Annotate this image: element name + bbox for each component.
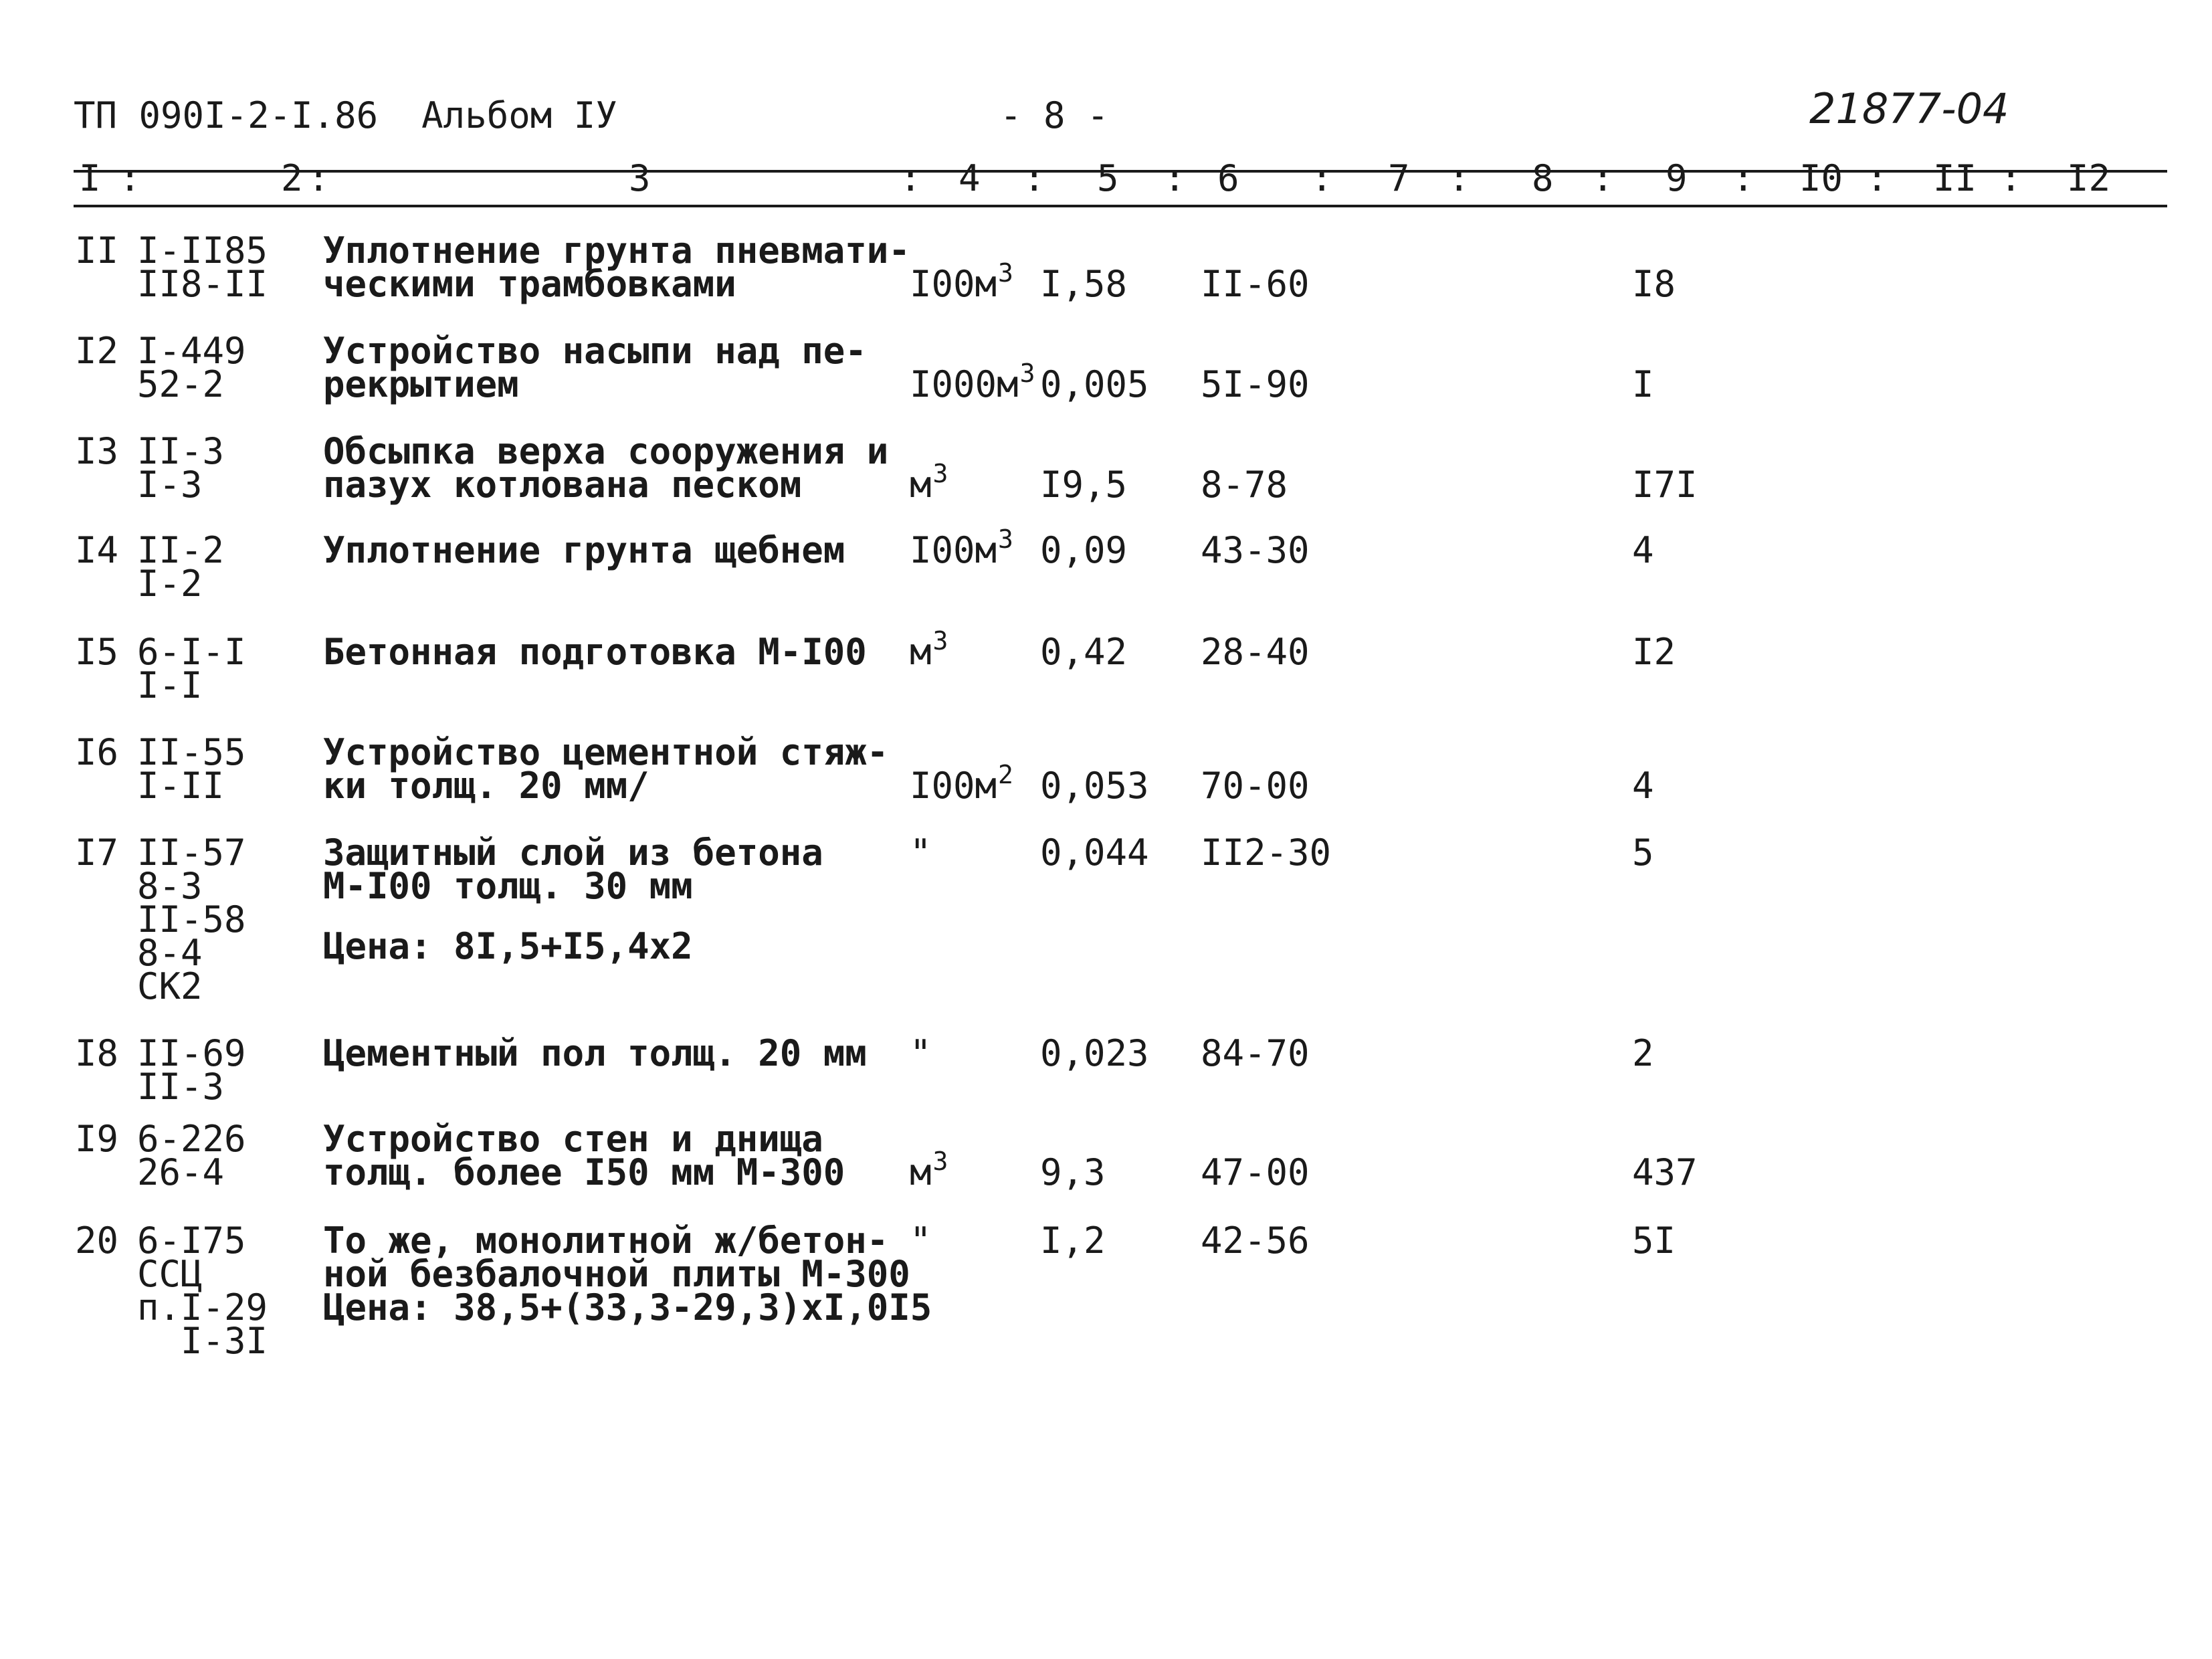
column-number: 2: [281, 157, 303, 199]
work-description: [323, 631, 867, 673]
norm-code-line: I-II: [137, 765, 225, 807]
work-description: [323, 330, 867, 405]
quantity: 0,09: [1040, 529, 1128, 571]
unit-text: ": [910, 1032, 932, 1074]
column-separator: :: [900, 157, 922, 199]
norm-code-line: II-58: [137, 898, 246, 941]
column-number: 5: [1097, 157, 1119, 199]
work-description-line: Уплотнение грунта щебнем: [323, 529, 845, 571]
unit-of-measure: [910, 1219, 932, 1262]
unit-text: I000м: [910, 363, 1019, 405]
work-description-line: пазух котлована песком: [323, 464, 802, 506]
unit-price: 70-00: [1201, 765, 1310, 807]
norm-code-line: II-2: [137, 529, 225, 571]
column-9-value: 5: [1632, 832, 1654, 874]
work-description-line: толщ. более I50 мм М-300: [323, 1151, 845, 1193]
column-separator: :: [2000, 157, 2022, 199]
work-description-line: Цена: 38,5+(33,3-29,3)хI,0I5: [323, 1286, 932, 1329]
column-9-value: I8: [1632, 263, 1676, 305]
norm-code: [137, 229, 268, 305]
norm-code-line: II-57: [137, 832, 246, 874]
work-description-line: Устройство насыпи над пе-: [323, 330, 867, 372]
norm-code-line: II-69: [137, 1032, 246, 1074]
unit-text: I00м: [910, 529, 997, 571]
column-9-value: 5I: [1632, 1219, 1676, 1262]
unit-price: 8-78: [1201, 464, 1288, 506]
norm-code-line: ССЦ: [137, 1253, 203, 1295]
unit-text: м: [910, 1151, 932, 1193]
column-number: 8: [1532, 157, 1554, 199]
column-separator: :: [308, 157, 330, 199]
column-9-value: I: [1632, 363, 1654, 405]
unit-of-measure: [910, 760, 1013, 807]
work-description-line: Уплотнение грунта пневмати-: [323, 229, 910, 272]
norm-code-line: 6-I-I: [137, 631, 246, 673]
norm-code-line: п.I-29: [137, 1286, 268, 1329]
work-description-line: Устройство цементной стяж-: [323, 731, 889, 773]
row-number: I5: [75, 631, 119, 673]
unit-exponent: 3: [1019, 359, 1035, 388]
column-number: I: [79, 157, 101, 199]
work-description: [323, 1219, 932, 1329]
unit-price: 84-70: [1201, 1032, 1310, 1074]
work-description-line: То же, монолитной ж/бетон-: [323, 1219, 889, 1262]
norm-code: [137, 1032, 246, 1108]
column-separator: :: [1866, 157, 1888, 199]
unit-of-measure: [910, 832, 932, 874]
row-number: I2: [75, 330, 119, 372]
work-description-line: М-I00 толщ. 30 мм: [323, 865, 693, 907]
price-formula: Цена: 8I,5+I5,4х2: [323, 925, 693, 967]
unit-price: 47-00: [1201, 1151, 1310, 1193]
norm-code-line: 52-2: [137, 363, 225, 405]
norm-code-line: 8-3: [137, 865, 203, 907]
column-number: 6: [1217, 157, 1239, 199]
work-description-line: рекрытием: [323, 363, 519, 405]
quantity: 0,023: [1040, 1032, 1149, 1074]
quantity: 0,053: [1040, 765, 1149, 807]
unit-text: I00м: [910, 263, 997, 305]
norm-code-line: I-I: [137, 664, 203, 706]
row-number: I7: [75, 832, 119, 874]
work-description-line: ной безбалочной плиты М-300: [323, 1253, 910, 1295]
column-9-value: 4: [1632, 529, 1654, 571]
work-description: [323, 529, 845, 571]
norm-code-line: II-55: [137, 731, 246, 773]
column-number-row: [0, 155, 2212, 202]
norm-code-line: 6-226: [137, 1118, 246, 1160]
column-number: I2: [2067, 157, 2111, 199]
column-number: I0: [1799, 157, 1843, 199]
work-description-line: Обсыпка верха сооружения и: [323, 430, 889, 472]
unit-price: II2-30: [1201, 832, 1332, 874]
norm-code-line: 26-4: [137, 1151, 225, 1193]
unit-text: ": [910, 832, 932, 874]
work-description-line: Устройство стен и днища: [323, 1118, 823, 1160]
column-separator: :: [1732, 157, 1754, 199]
unit-text: м: [910, 464, 932, 506]
norm-code-line: I-2: [137, 563, 203, 605]
work-description-line: Бетонная подготовка М-I00: [323, 631, 867, 673]
quantity: 0,42: [1040, 631, 1128, 673]
unit-price: 28-40: [1201, 631, 1310, 673]
column-number: 3: [629, 157, 651, 199]
column-number: 7: [1388, 157, 1410, 199]
unit-price: 43-30: [1201, 529, 1310, 571]
row-number: 20: [75, 1219, 119, 1262]
norm-code-line: 6-I75: [137, 1219, 246, 1262]
unit-of-measure: [910, 359, 1035, 405]
quantity: 0,044: [1040, 832, 1149, 874]
quantity: 0,005: [1040, 363, 1149, 405]
norm-code: [137, 529, 225, 605]
document-title: ТП 090I-2-I.86 Альбом IУ: [74, 94, 617, 136]
unit-exponent: 3: [932, 1147, 948, 1176]
unit-exponent: 3: [998, 258, 1013, 288]
work-description: [323, 731, 889, 807]
column-9-value: 4: [1632, 765, 1654, 807]
row-number: I4: [75, 529, 119, 571]
work-description: [323, 832, 823, 967]
unit-price: 42-56: [1201, 1219, 1310, 1262]
norm-code-line: I-449: [137, 330, 246, 372]
column-9-value: 2: [1632, 1032, 1654, 1074]
norm-code-line: I-II85: [137, 229, 268, 272]
norm-code-line: СК2: [137, 965, 203, 1007]
unit-text: I00м: [910, 765, 997, 807]
norm-code: [137, 832, 246, 1007]
work-description: [323, 430, 889, 506]
row-number: I9: [75, 1118, 119, 1160]
unit-of-measure: [910, 524, 1013, 571]
unit-exponent: 3: [932, 626, 948, 656]
norm-code-line: II8-II: [137, 263, 268, 305]
work-description-line: Защитный слой из бетона: [323, 832, 823, 874]
work-description: [323, 1118, 845, 1193]
work-description: [323, 229, 910, 305]
norm-code-line: II-3: [137, 1066, 225, 1108]
column-number: II: [1933, 157, 1977, 199]
unit-exponent: 3: [932, 459, 948, 488]
norm-code: [137, 430, 225, 506]
quantity: 9,3: [1040, 1151, 1106, 1193]
column-separator: :: [1311, 157, 1333, 199]
norm-code: [137, 731, 246, 807]
column-9-value: I2: [1632, 631, 1676, 673]
quantity: I,2: [1040, 1219, 1106, 1262]
unit-of-measure: [910, 1147, 948, 1193]
work-description-line: ческими трамбовками: [323, 263, 736, 305]
column-separator: :: [1448, 157, 1470, 199]
row-number: I8: [75, 1032, 119, 1074]
work-description-line: Цементный пол толщ. 20 мм: [323, 1032, 867, 1074]
unit-of-measure: [910, 459, 948, 506]
row-number: I6: [75, 731, 119, 773]
work-description: [323, 1032, 867, 1074]
column-separator: :: [1592, 157, 1614, 199]
header-rule-bottom: [74, 205, 2167, 207]
norm-code: [137, 1219, 268, 1362]
unit-exponent: 3: [998, 524, 1013, 554]
column-number: 4: [959, 157, 981, 199]
column-9-value: 437: [1632, 1151, 1698, 1193]
unit-price: 5I-90: [1201, 363, 1310, 405]
norm-code: [137, 631, 246, 706]
work-description-line: ки толщ. 20 мм/: [323, 765, 649, 807]
unit-text: м: [910, 631, 932, 673]
unit-of-measure: [910, 258, 1013, 305]
norm-code-line: II-3: [137, 430, 225, 472]
norm-code-line: 8-4: [137, 932, 203, 974]
column-separator: :: [1023, 157, 1045, 199]
row-number: I3: [75, 430, 119, 472]
norm-code: [137, 330, 246, 405]
quantity: I,58: [1040, 263, 1128, 305]
unit-price: II-60: [1201, 263, 1310, 305]
handwritten-doc-code: 21877-04: [1809, 84, 2009, 133]
column-separator: :: [1164, 157, 1186, 199]
norm-code-line: I-3: [137, 464, 203, 506]
unit-exponent: 2: [998, 760, 1013, 789]
page-number: - 8 -: [1000, 94, 1109, 136]
unit-of-measure: [910, 1032, 932, 1074]
norm-code-line: I-3I: [137, 1320, 268, 1362]
unit-of-measure: [910, 626, 948, 673]
unit-text: ": [910, 1219, 932, 1262]
quantity: I9,5: [1040, 464, 1128, 506]
column-9-value: I7I: [1632, 464, 1698, 506]
column-separator: :: [119, 157, 141, 199]
norm-code: [137, 1118, 246, 1193]
column-number: 9: [1666, 157, 1688, 199]
row-number: II: [75, 229, 119, 272]
